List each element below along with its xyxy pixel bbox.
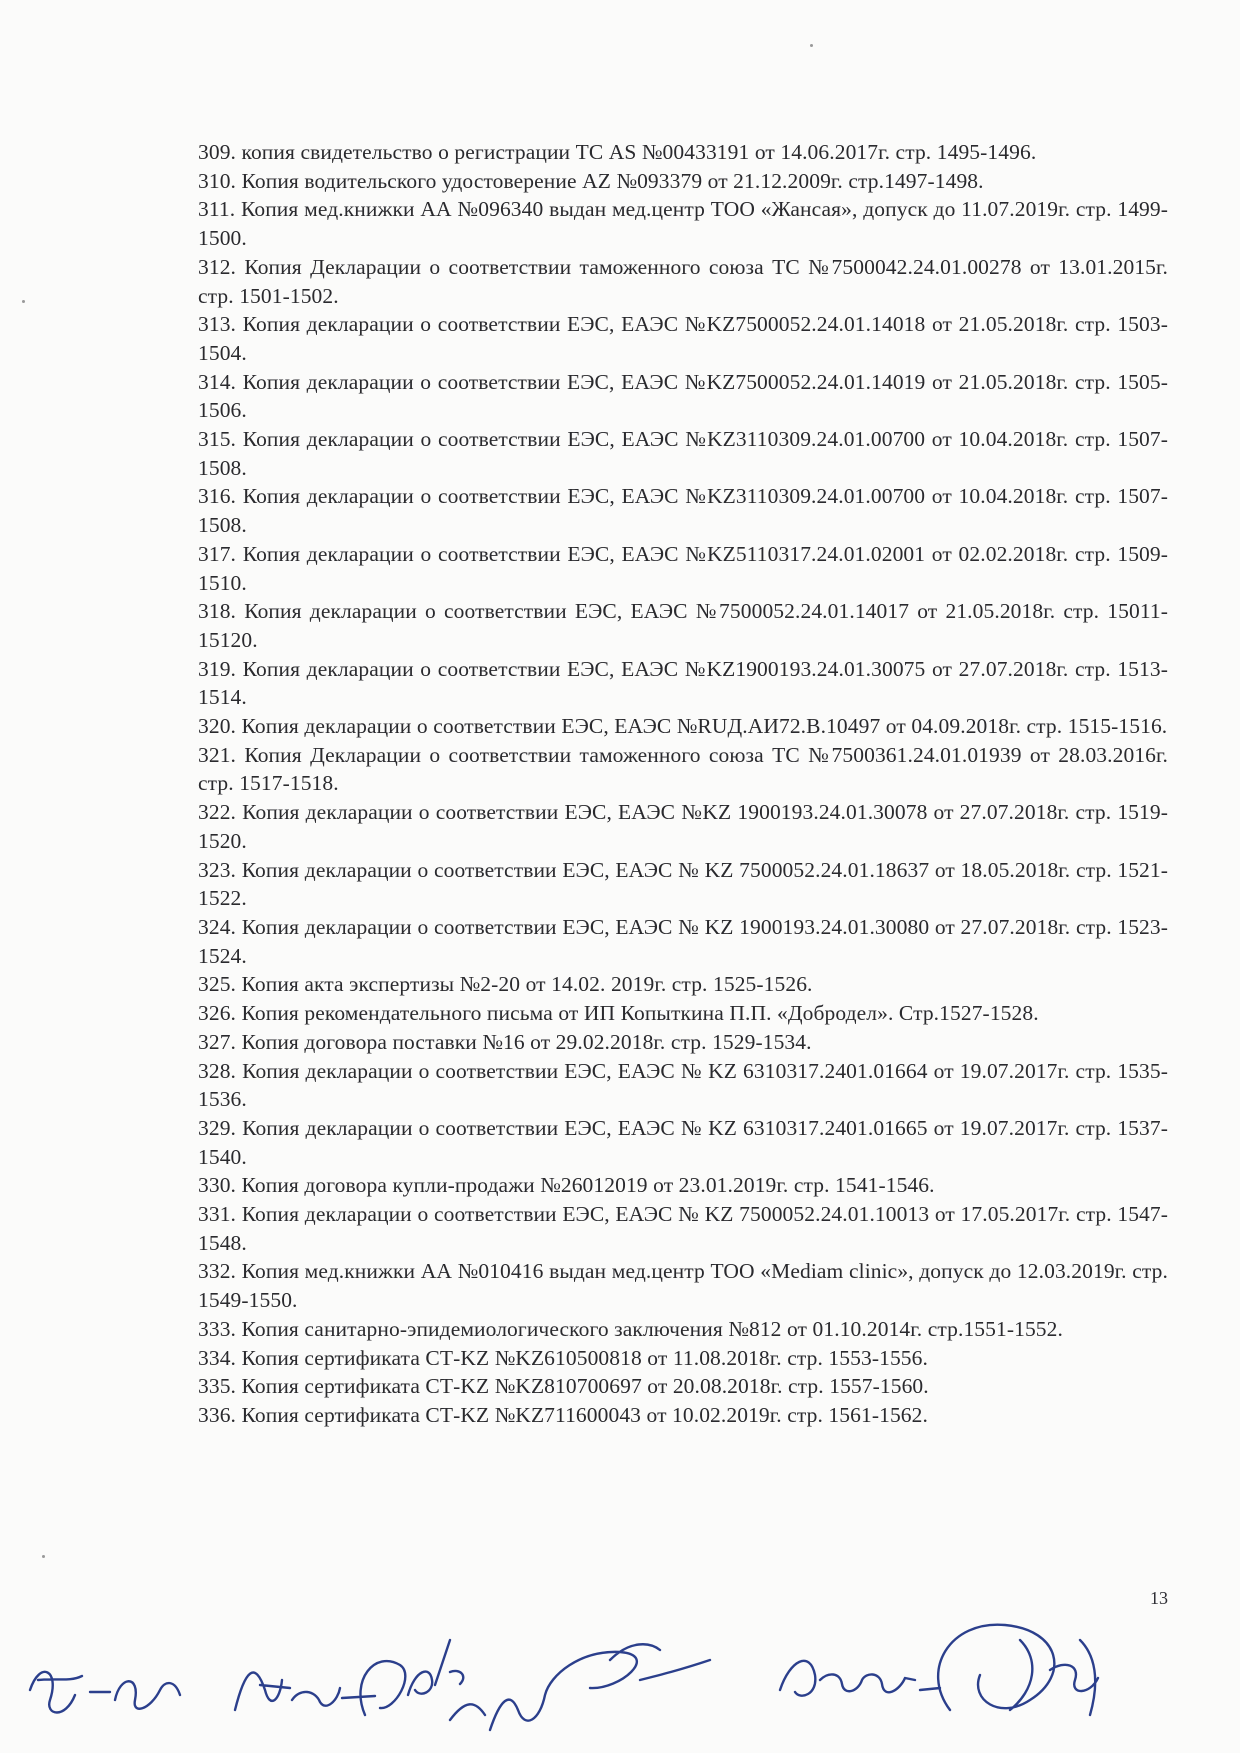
list-item: 325. Копия акта экспертизы №2-20 от 14.02. 2019г. стр. 1525-1526. — [198, 972, 813, 997]
list-item: 321. Копия Декларации о соответствии таможенного союза ТС №7500361.24.01.01939 от 28.03.2016г. стр. 1517-1518. — [198, 742, 1168, 796]
list-item: 314. Копия декларации о соответствии ЕЭС, ЕАЭС №KZ7500052.24.01.14019 от 21.05.2018г. стр. 1505-1506. — [198, 369, 1168, 423]
signature-2 — [235, 1673, 375, 1710]
list-item: 316. Копия декларации о соответствии ЕЭС, ЕАЭС №KZ3110309.24.01.00700 от 10.04.2018г. стр. 1507-1508. — [198, 484, 1168, 538]
list-item: 328. Копия декларации о соответствии ЕЭС, ЕАЭС № KZ 6310317.2401.01664 от 19.07.2017г. стр. 1535-1536. — [198, 1058, 1168, 1112]
list-item: 326. Копия рекомендательного письма от ИП Копыткина П.П. «Добродел». Стр.1527-1528. — [198, 1001, 1039, 1026]
list-item: 324. Копия декларации о соответствии ЕЭС, ЕАЭС № KZ 1900193.24.01.30080 от 27.07.2018г. стр. 1523-1524. — [198, 914, 1168, 968]
list-item: 334. Копия сертификата СТ-KZ №KZ610500818 от 11.08.2018г. стр. 1553-1556. — [198, 1345, 928, 1370]
signatures — [20, 1580, 1220, 1750]
list-item: 310. Копия водительского удостоверение AZ №093379 от 21.12.2009г. стр.1497-1498. — [198, 168, 984, 193]
list-item: 311. Копия мед.книжки АА №096340 выдан мед.центр ТОО «Жансая», допуск до 11.07.2019г. стр. 1499-1500. — [198, 197, 1168, 251]
list-item: 317. Копия декларации о соответствии ЕЭС, ЕАЭС №KZ5110317.24.01.02001 от 02.02.2018г. стр. 1509-1510. — [198, 541, 1168, 595]
list-item: 331. Копия декларации о соответствии ЕЭС, ЕАЭС № KZ 7500052.24.01.10013 от 17.05.2017г. стр. 1547-1548. — [198, 1202, 1168, 1255]
list-item: 320. Копия декларации о соответствии ЕЭС, ЕАЭС №RUД.АИ72.В.10497 от 04.09.2018г. стр. 1515-1516. — [198, 714, 1168, 739]
list-item: 319. Копия декларации о соответствии ЕЭС, ЕАЭС №KZ1900193.24.01.30075 от 27.07.2018г. стр. 1513-1514. — [198, 656, 1168, 710]
signature-3 — [360, 1640, 463, 1715]
list-item: 312. Копия Декларации о соответствии таможенного союза ТС №7500042.24.01.00278 от 13.01.2015г. стр. 1501-1502. — [198, 254, 1168, 308]
list-item: 315. Копия декларации о соответствии ЕЭС, ЕАЭС №KZ3110309.24.01.00700 от 10.04.2018г. стр. 1507-1508. — [198, 427, 1168, 480]
list-item: 333. Копия санитарно-эпидемиологического заключения №812 от 01.10.2014г. стр.1551-1552. — [198, 1316, 1063, 1341]
list-item: 313. Копия декларации о соответствии ЕЭС, ЕАЭС №KZ7500052.24.01.14018 от 21.05.2018г. стр. 1503-1504. — [198, 312, 1168, 365]
list-item: 323. Копия декларации о соответствии ЕЭС, ЕАЭС № KZ 7500052.24.01.18637 от 18.05.2018г. стр. 1521-1522. — [198, 857, 1168, 911]
list-item: 336. Копия сертификата СТ-KZ №KZ711600043 от 10.02.2019г. стр. 1561-1562. — [198, 1402, 928, 1427]
scan-speck — [810, 44, 813, 47]
list-item: 309. копия свидетельство о регистрации ТС AS №00433191 от 14.06.2017г. стр. 1495-1496. — [198, 140, 1037, 164]
list-item: 330. Копия договора купли-продажи №26012019 от 23.01.2019г. стр. 1541-1546. — [198, 1173, 935, 1198]
document-list — [198, 138, 1168, 1430]
signature-6 — [938, 1625, 1098, 1715]
list-item: 322. Копия декларации о соответствии ЕЭС, ЕАЭС №KZ 1900193.24.01.30078 от 27.07.2018г. стр. 1519-1520. — [198, 800, 1168, 853]
signature-5 — [780, 1661, 940, 1696]
list-item: 327. Копия договора поставки №16 от 29.02.2018г. стр. 1529-1534. — [198, 1029, 812, 1054]
list-item: 318. Копия декларации о соответствии ЕЭС, ЕАЭС №7500052.24.01.14017 от 21.05.2018г. стр. 15011-15120. — [198, 599, 1168, 652]
list-item: 335. Копия сертификата СТ-KZ №KZ810700697 от 20.08.2018г. стр. 1557-1560. — [198, 1374, 929, 1399]
scan-speck — [42, 1555, 45, 1558]
signature-4 — [450, 1644, 710, 1730]
page-number: 13 — [1150, 1588, 1168, 1608]
list-item: 329. Копия декларации о соответствии ЕЭС, ЕАЭС № KZ 6310317.2401.01665 от 19.07.2017г. стр. 1537-1540. — [198, 1115, 1168, 1169]
list-item: 332. Копия мед.книжки АА №010416 выдан мед.центр ТОО «Mediam clinic», допуск до 12.03.2019г. стр. 1549-1550. — [198, 1259, 1168, 1313]
scan-speck — [22, 300, 25, 303]
signature-1 — [30, 1672, 180, 1713]
